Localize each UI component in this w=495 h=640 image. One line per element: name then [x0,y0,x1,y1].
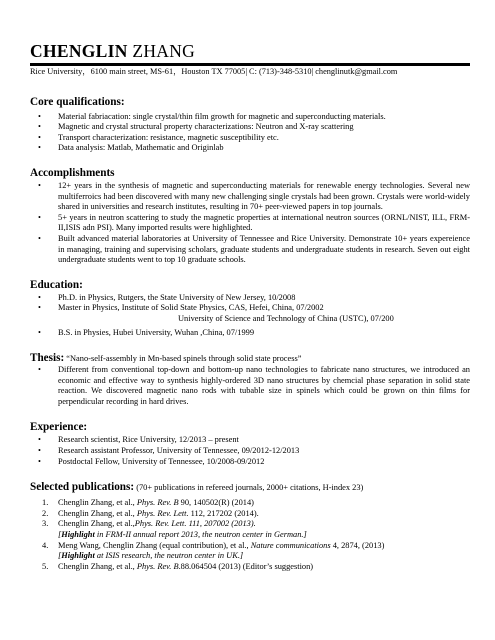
publication-item: 4. Meng Wang, Chenglin Zhang (equal contribution), et al., Nature communications 4, 2874, (2013) [Highlight at ISIS research, the neutron center in UK.] [30,541,470,562]
accomplishments-list [30,181,470,266]
education-heading: Education: [30,278,83,291]
education-master-line: • Master in Physics, Institute of Solid State Physics, CAS, Hefei, China, 07/2002 [58,303,324,313]
publication-highlight: [Highlight in FRM-II annual report 2013, the neutron center in German.] [58,530,307,540]
experience-list [30,435,470,467]
publications-list [30,498,470,572]
list-item: • Ph.D. in Physics, Rutgers, the State University of New Jersey, 10/2008 [30,293,470,304]
core-qualifications-list [30,112,470,154]
publication-item: 3. Chenglin Zhang, et al.,Phys. Rev. Lett. 111, 207002 (2013). [Highlight in FRM-II annual report 2013, the neutron center in German.] [30,519,470,540]
experience-heading: Experience: [30,421,88,434]
thesis-list [30,365,470,407]
thesis-subtitle: “Nano-self-assembly in Mn-based spinels through solid state process” [64,354,302,364]
publication-item: 5. Chenglin Zhang, et al., Phys. Rev. B.88.064504 (2013) (Editor’s suggestion) [42,561,314,571]
list-item: • Data analysis: Matlab, Mathematic and Originlab [30,143,470,154]
core-qualifications-heading: Core qualifications: [30,95,125,108]
publications-subtitle: (70+ publications in refereed journals, 2000+ citations, H-index 23) [134,483,364,493]
list-item: • Different from conventional top-down and bottom-up nano technologies to fabricate nano structures, we introduced an economic and effective way to synthesis highly-ordered 3D nano structures by chemcial phase separation in solid state reaction. We discovered magnetic nano rods with tubable size in spinels which could be grown on thin films for perpendicular recording in hard drives. [30,365,470,407]
accomplishments-heading: Accomplishments [30,166,115,179]
list-item: • Research assistant Professor, University of Tennessee, 09/2012-12/2013 [30,446,470,457]
list-item: • 5+ years in neutron scattering to study the magnetic properties at international neutron sources (ORNL/NIST, ILL, FRM-II,ISIS adn PSI). Many imported results were highlighted. [30,213,470,234]
publication-highlight: [Highlight at ISIS research, the neutron center in UK.] [58,551,244,561]
candidate-name [30,42,470,60]
publication-item: 1. Chenglin Zhang, et al., Phys. Rev. B 90, 140502(R) (2014) [42,498,254,508]
thesis-title: Thesis: [30,352,65,365]
first-name: CHENGLIN [30,41,128,61]
publications-heading [30,481,470,494]
education-list [30,293,470,338]
list-item: • Postdoctal Fellow, University of Tennessee, 10/2008-09/2012 [30,457,470,468]
education-master-line2: University of Science and Technology of China (USTC), 07/200 [178,313,394,323]
list-item: • Magnetic and crystal structural property characterizations: Neutron and X-ray scattering [30,122,470,133]
publication-item: 2. Chenglin Zhang, et al., Phys. Rev. Lett. 112, 217202 (2014). [42,508,259,518]
resume-page [30,42,470,572]
header-rule [30,63,470,66]
list-item: • Transport characterization: resistance, magnetic susceptibility etc. [30,133,470,144]
thesis-heading [30,352,470,365]
list-item: • Built advanced material laboratories at University of Tennessee and Rice University. Demonstrate 10+ years expereience in managing, training and supervising scholars, graduate students and undergraduate students in research. Seven out eight undergraduate students went to top 10 graduate schools. [30,234,470,266]
list-item: • B.S. in Physies, Hubei University, Wuhan ,China, 07/1999 [30,328,470,339]
last-name: ZHANG [127,41,196,61]
publications-title: Selected publications: [30,481,135,494]
contact-line: Rice University，6100 main street, MS-61，Houston TX 77005| C: (713)-348-5310| chenglinutk@gmail.com [30,67,398,76]
list-item [30,303,470,324]
list-item: • Research scientist, Rice University, 12/2013 – present [30,435,470,446]
list-item: • Material fabriacation: single crystal/thin film growth for magnetic and superconducting materials. [30,112,470,123]
list-item: • 12+ years in the synthesis of magnetic and superconducting materials for renewable energy technologies. Several new multiferroics had been discovered with many new challenging single crystals had been grown. Crystals were world-widely shared in universities and research institutes, resulting in 70+ peer-viewed papers in top journals. [30,181,470,213]
